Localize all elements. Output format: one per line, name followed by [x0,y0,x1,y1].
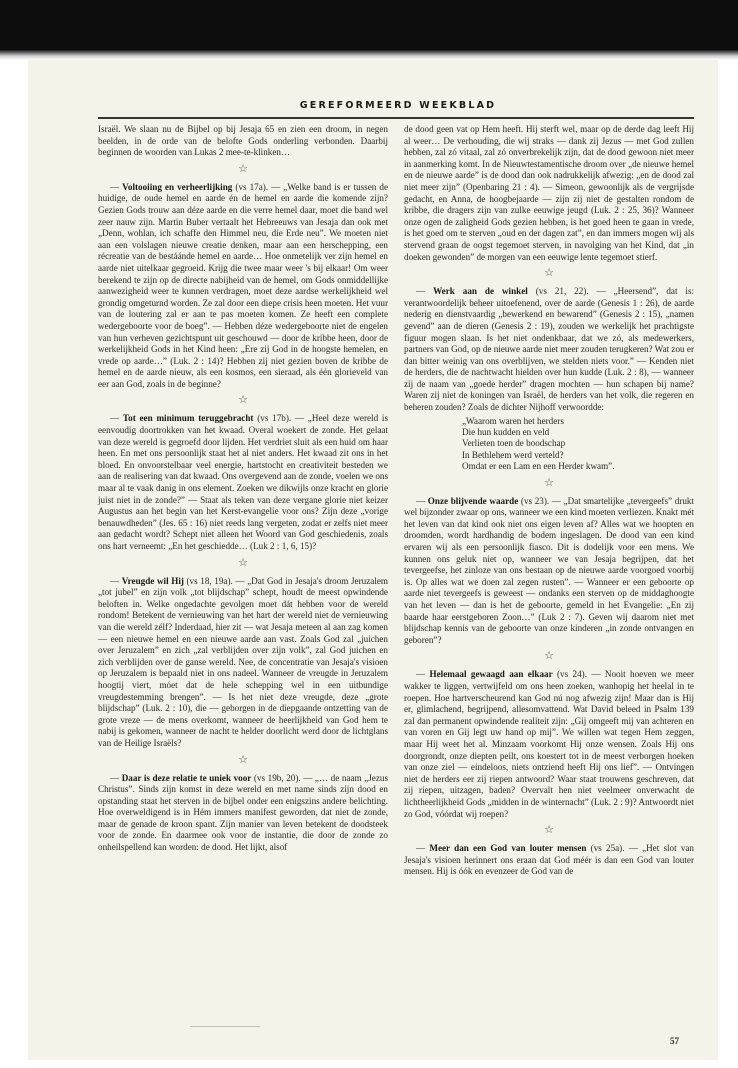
poem-line: In Bethlehem werd verteld? [462,449,564,460]
section-heading: Onze blijvende waarde [427,495,519,506]
section-paragraph [98,182,388,391]
section-body: (vs 21, 22). — „Heersend”, dat is: verantwoordelijk beheer uitoefenend, over de aarde (Genesis 1 : 26), de aarde nederig en dienstvaardig „bewerkend en bewarend” (Genesis 2 : 15), „namen gevend” aan de dieren (Genesis 2 : 19), zouden we werkelijk het prachtigste figuur mogen slaan. Is het niet ondenkbaar, dat we zó, als medewerkers, partners van God, op de nieuwe aarde niet meer zouden terugkeren? Wat zou er dan bitter weinig van ons overblijven, we stelden niets voor.” — Kenden niet de herders, die de nachtwacht hielden over hun kudde (Luk. 2 : 8), — wanneer zij de naam van „goede herder” dragen mochten — hun schapen bij name? Waren zij niet de koningen van Israël, de herders van het volk, die regeren en beheren zouden? Zoals de dichter Nijhoff verwoordde: [404,286,695,413]
section-heading: Werk aan de winkel [433,286,528,297]
section-body: (vs 24). — Nooit hoeven we meer wakker te liggen, vertwijfeld om ons heen zoeken, wanhopig het heelal in te roepen. Hoe hartverscheurend kan God nú nog afwezig zijn! Maar dan is Hij er, glimlachend, begrijpend, allesomvattend. Wat David beleed in Psalm 139 zal dan permanent opwindende realiteit zijn: „Gij omgeeft mij van achteren en van voren en Gij legt uw hand op mij”. We willen wat tegen Hem zeggen, maar Hij weet het al. Minzaam voorkomt Hij onze wensen. Zoals Hij ons doorgrondt, onze diepten peilt, ons koestert tot in de meest verborgen hoeken van onze ziel — eindeloos, niets ontziend heeft Hij ons lief”. — Ontvingen niet de herders eer zij riepen antwoord? Waar staat trouwens geschreven, dat zij riepen, uitzagen, baden? Overvalt hen niet veelmeer onverwacht de lichtheerlijkheid Gods „midden in de winternacht” (Luk. 2 : 9)? Antwoordt niet zo God, vóórdat wij roepen? [404,669,695,819]
body-paragraph: Israël. We slaan nu de Bijbel op bij Jesaja 65 en zien een droom, in negen beelden, in de orde van de belofte Gods onderling verbonden. Daarbij beginnen de woorden van Lukas 2 mee-te-klinken… [98,124,388,158]
section-heading: Helemaal gewaagd aan elkaar [429,669,553,680]
section-dash: — [110,772,122,783]
scan-top-shadow [0,0,738,56]
section-divider-star-icon: ☆ [544,650,554,663]
section-heading: Daar is deze relatie te uniek voor [121,772,252,783]
section-dash: — [110,413,123,424]
section-heading: Vreugde wil Hij [121,575,184,586]
section-divider-star-icon: ☆ [544,476,554,489]
section-divider-star-icon: ☆ [238,556,248,569]
section-heading: Tot een minimum teruggebracht [122,413,254,424]
section-heading: Voltooiing en verheerlijking [122,181,233,192]
section-dash: — [416,843,430,854]
scan-top-edge [0,50,738,60]
section-dash: — [416,286,434,297]
poem-line: Verlieten toen de boodschap [462,438,566,449]
header-rule [98,117,694,119]
section-paragraph [404,843,694,878]
section-dash: — [416,669,430,680]
section-divider-star-icon: ☆ [238,753,248,766]
section-paragraph [404,496,694,647]
section-divider-star-icon: ☆ [238,162,248,175]
magazine-page [28,60,718,1060]
section-divider-star-icon: ☆ [544,267,554,280]
section-dash: — [416,495,428,506]
section-dash: — [110,575,122,586]
section-paragraph [98,773,388,854]
section-paragraph [98,413,388,552]
poem-line: „Waarom waren het herders [462,415,564,426]
section-body: (vs 17a). — „Welke band is er tussen de huidige, de oude hemel en aarde én de hemel en aarde die komende zijn? Gezien Gods trouw aan déze aarde en die verre hemel daar, moet die band wel zeer nauw zijn. Martin Buber vertaalt het Hebreeuws van Jesaja dan ook met „Denn, wohlan, ich schaffe den Himmel neu, die Erde neu”. We moeten niet aan een volslagen nieuwe creatie denken, maar aan een herschepping, een récreatie van de bestáánde hemel en aarde… Hoe onmetelijk ver zijn hemel en aarde niet uitelkaar gegroeid. Krijg die twee maar weer 's bij elkaar! Om weer berekend te zijn op de directe nabijheid van de hemel, om Gods onmiddellijke aanwezigheid weer te kunnen verdragen, moet deze aardse werkelijkheid wel grondig omgeturnd worden. Ze zal door een diepe crisis heen moeten. Het vuur van de loutering zal er aan te pas moeten komen. Ze heeft een complete wedergeboorte voor de boeg”. — Hebben déze wedergeboorte niet de engelen van hun verheven gezichtspunt uit geschouwd — door de kribbe heen, door de werkelijkheid Gods in het Kind heen: „Ere zij God in de hoogste hemelen, en vrede op aarde…” (Luk. 2 : 14)? Hebben zij niet gezien boven de kribbe de hemel en de aarde nieuw, als een kosmos, een sieraad, als één glorieveld van eer aan God, zoals in de beginne? [98,181,388,389]
section-body: (vs 19b, 20). — „… de naam „Jezus Christus”. Sinds zijn komst in deze wereld en met name sinds zijn dood en opstanding staat het sterven in de bijbel onder een enigszins andere belichting. Hoe overweldigend is in Hém immers manifest geworden, dat niet de zonde, maar de genade de kroon spant. Zijn manier van leven betekent de doodsteek voor de zonde. En daarmee ook voor de instantie, die door de zonde zo onheilspellend kan worden: de dood. Het lijkt, alsof [98,772,388,853]
section-body: (vs 25a). — „Het slot van Jesaja's visioen herinnert ons eraan dat God méér is dan een God van louter mensen. Hij is óók en evenzeer de God van de [404,843,694,877]
section-paragraph [404,669,694,820]
scan-mark [190,1026,260,1027]
section-heading: Meer dan een God van louter mensen [429,843,587,854]
section-body: (vs 23). — „Dat smartelijke „tevergeefs” drukt wel bijzonder zwaar op ons, wanneer we een kind moeten verliezen. Knakt mét het leven van dat kind ook niet ons eigen leven af? Alles wat we hoopten en droomden, wordt hardhandig de bodem ingeslagen. De dood van een kind ervaren wij als een persoonlijk fiasco. Dit is dodelijk voor een mens. We kunnen ons geluk niet op, wanneer we van Jesaja begrijpen, dat het tevergeefse, het zinloze van ons bestaan op de nieuwe aarde voorgoed voorbij is. Op alles wat we doen zal zegen rusten”. — Wanneer er een geboorte op aarde niet tevergeefs is geweest — ondanks een sterven op de middaghoogte van het leven — dan is het de geboorte, gemeld in het Evangelie: „En zij baarde haar eerstgeboren Zoon…” (Luk 2 : 7). Geven wij daarom niet met blijdschap kennis van de geboorte van onze kinderen „in zonde ontvangen en geboren”? [404,495,694,645]
left-column [98,124,388,854]
section-paragraph [98,576,388,750]
running-header: GEREFORMEERD WEEKBLAD [299,100,497,111]
section-body: (vs 18, 19a). — „Dat God in Jesaja's droom Jeruzalem „tot jubel” en zijn volk „tot blijdschap” schept, houdt de meest opwindende beloften in. Welke ongedachte gevolgen moet dát hebben voor de wereld rondom! Betekent de vernieuwing van het hart der wereld niet de vernieuwing van die wereld zélf? Inderdaad, hier zit — wat Jesaja meteen al aan zag komen — een nieuwe hemel en een nieuwe aarde aan vast. Zoals God zal „juichen over Jeruzalem” en zich „zal verblijden over zijn volk”, zal God juichen en zich verblijden over de ganse wereld. Nee, de concentratie van Jesaja's visioen op Jeruzalem is bepaald niet in ons nadeel. Wanneer de vreugde in Jeruzalem hoogtij viert, móet dat de hele schepping wel in een uitbundige vreugdestemming brengen”. — Is het niet deze vreugde, deze „grote blijdschap” (Luk. 2 : 10), die — geborgen in de diepgaande ontzetting van de grote vreze — de mens overkomt, wanneer de heerlijkheid van God hem te nabij is gekomen, wanneer de nacht te helder doorlicht werd door de lichtglans van de Heilige Israëls? [98,575,388,748]
section-dash: — [110,181,123,192]
page-number: 57 [670,1036,679,1046]
right-column [404,124,694,878]
section-divider-star-icon: ☆ [238,394,248,407]
poem-quote [462,416,694,473]
section-divider-star-icon: ☆ [544,824,554,837]
poem-line: Omdat er een Lam en een Herder kwam”. [462,461,615,472]
poem-line: Die hun kudden en veld [462,427,550,438]
section-body: (vs 17b). — „Heel deze wereld is eenvoudig doortrokken van het kwaad. Overal woekert de zonde. Het gelaat van deze wereld is gegroefd door lijden. Het verdriet sluit als een huid om haar heen. En met ons persoonlijk staat het al niet anders. Het kwaad zit ons in het bloed. En onvoorstelbaar veel energie, hartstocht en creativiteit besteden we aan de realisering van dat kwaad. Ons overgevend aan de zonde, voelen we ons maar al te vaak danig in ons element. Zoeken we dikwijls onze kracht en glorie juist niet in de zonde?” — Staat als teken van deze vergane glorie niet keizer Augustus aan het begin van het Kerst-evangelie voor ons? Zijn deze „vorige benauwdheden” (Jes. 65 : 16) niet reeds lang vergeten, zodat er zelfs niet meer aan gedacht wordt? Schept niet alleen het Woord van God geschiedenis, zoals ons hart verneemt: „En het geschiedde… (Luk 2 : 1, 6, 15)? [98,413,388,551]
section-paragraph [404,286,694,414]
body-paragraph: de dood geen vat op Hem heeft. Hij sterft wel, maar op de derde dag leeft Hij al weer… De verhouding, die wij straks — dank zij Jezus — met God zullen hebben, zal zó vitaal, zal zó onverbrekelijk zijn, dat de dood gewoon niet meer in aanmerking komt. In de Nieuwtestamentische droom over „de nieuwe hemel en de nieuwe aarde” is de dood dan ook nadrukkelijk afwezig: „en de dood zal niet meer zijn” (Openbaring 21 : 4). — Simeon, gewoonlijk als de vergrijsde gedacht, en Anna, de hoogbejaarde — zijn zij niet de gestalten rondom de kribbe, die dragers zijn van zulke eeuwige jeugd (Luk. 2 : 25, 36)? Wanneer onze ogen de zaligheid Gods gezien hebben, is het goed heen te gaan in vrede, is het goed om te sterven „oud en der dagen zat”, en dan immers mogen wij als stervend graan de oogst tegemoet sterven, in navolging van het Kind, dat „in doeken gewonden” de morgen van een eeuwige lente tegemoet stierf. [404,124,694,262]
